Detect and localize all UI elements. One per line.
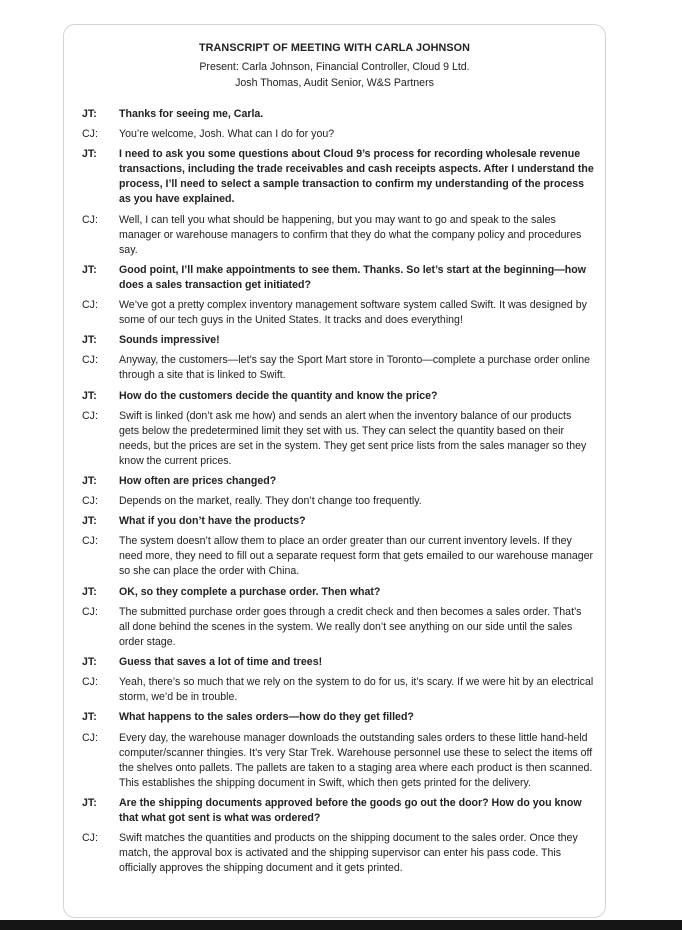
speaker-label: JT: <box>82 108 97 120</box>
entry-text: Well, I can tell you what should be happening, but you may want to go and speak to the sales manager or warehouse managers to confirm that they do what the company policy and procedures say. <box>119 213 582 256</box>
speaker-label: JT: <box>82 711 97 724</box>
speaker-label: JT: <box>82 515 97 528</box>
entry-text: Good point, I’ll make appointments to see them. Thanks. So let’s start at the beginning—how does a sales transaction get initiated? <box>119 263 586 291</box>
speaker-label: JT: <box>82 585 97 598</box>
transcript-entry <box>82 333 594 348</box>
document-title: TRANSCRIPT OF MEETING WITH CARLA JOHNSON <box>198 42 471 54</box>
bottom-edge-bar <box>0 920 682 930</box>
entry-text: Guess that saves a lot of time and trees! <box>119 656 323 668</box>
transcript-entry <box>82 298 594 328</box>
transcript-entry <box>82 514 594 529</box>
transcript-entry <box>82 389 594 404</box>
entry-text: Every day, the warehouse manager downloads the outstanding sales orders to these little hand-held computer/scanner thingies. It’s very Star Trek. Warehouse personnel use these to select the items off the shelves onto pallets. The pallets are taken to a staging area where each product is then scanned. This establishes the shipping document in Swift, which then gets printed for the delivery. <box>119 731 593 789</box>
transcript-card <box>63 24 606 918</box>
entry-text: Thanks for seeing me, Carla. <box>119 108 264 120</box>
transcript-entry <box>82 796 594 826</box>
speaker-label: CJ: <box>82 128 98 141</box>
speaker-label: CJ: <box>82 495 98 508</box>
transcript-entry <box>82 263 594 293</box>
entry-text: I need to ask you some questions about Cloud 9’s process for recording wholesale revenue transactions, including the trade receivables and cash receipts aspects. After I understand the process, I’ll need to select a sample transaction to confirm my understanding of the process as you have explained. <box>119 148 594 206</box>
speaker-label: JT: <box>82 796 97 809</box>
transcript-entry <box>82 147 594 207</box>
speaker-label: JT: <box>82 656 97 668</box>
entry-text: Are the shipping documents approved before the goods go out the door? How do you know that what got sent is what was ordered? <box>119 796 582 824</box>
transcript-entry <box>82 494 594 509</box>
entry-text: Yeah, there’s so much that we rely on the system to do for us, it’s scary. If we were hit by an electrical storm, we’d be in trouble. <box>119 676 594 704</box>
document-header <box>64 40 605 91</box>
speaker-label: CJ: <box>82 535 98 548</box>
speaker-label: CJ: <box>82 831 98 844</box>
speaker-label: CJ: <box>82 409 98 422</box>
entry-text: Depends on the market, really. They don’t change too frequently. <box>119 495 422 508</box>
entry-text: Swift matches the quantities and products on the shipping document to the sales order. Once they match, the approval box is activated and the shipping supervisor can enter his pass code. This officially approves the shipping document and it gets printed. <box>119 831 578 874</box>
transcript-entry <box>82 605 594 650</box>
transcript-entry <box>82 585 594 600</box>
present-line-1: Present: Carla Johnson, Financial Controller, Cloud 9 Ltd. <box>199 61 470 73</box>
speaker-label: CJ: <box>82 213 98 226</box>
entry-text: What if you don’t have the products? <box>119 515 306 528</box>
entry-text: How often are prices changed? <box>119 474 277 487</box>
entry-text: You’re welcome, Josh. What can I do for you? <box>119 128 335 141</box>
speaker-label: JT: <box>82 334 97 347</box>
entry-text: How do the customers decide the quantity and know the price? <box>119 389 438 402</box>
transcript-entry <box>82 474 594 489</box>
transcript-entry <box>82 655 594 670</box>
speaker-label: JT: <box>82 389 97 402</box>
transcript-entry <box>82 710 594 725</box>
entry-text: Swift is linked (don’t ask me how) and sends an alert when the inventory balance of our products gets below the predetermined limit they set with us. They can select the quantity based on their needs, but the prices are set in the system. They get sent price lists from the sales manager so they know the current prices. <box>119 409 587 467</box>
transcript-entry <box>82 675 594 705</box>
speaker-label: CJ: <box>82 298 98 311</box>
transcript-entry <box>82 353 594 383</box>
transcript-entry <box>82 127 594 142</box>
speaker-label: JT: <box>82 474 97 487</box>
entry-text: We’ve got a pretty complex inventory management software system called Swift. It was designed by some of our tech guys in the United States. It tracks and does everything! <box>119 298 587 326</box>
transcript-entry <box>82 731 594 791</box>
speaker-label: CJ: <box>82 605 98 618</box>
transcript-body <box>82 107 594 881</box>
speaker-label: JT: <box>82 263 97 276</box>
entry-text: Sounds impressive! <box>119 334 220 347</box>
speaker-label: CJ: <box>82 731 98 744</box>
transcript-entry <box>82 213 594 258</box>
present-line-2: Josh Thomas, Audit Senior, W&S Partners <box>235 76 434 89</box>
transcript-entry <box>82 534 594 579</box>
transcript-entry <box>82 409 594 469</box>
speaker-label: CJ: <box>82 676 98 689</box>
transcript-entry <box>82 107 594 122</box>
entry-text: The submitted purchase order goes through a credit check and then becomes a sales order. That’s all done behind the scenes in the system. We really don’t see anything on our side until the sales order stage. <box>119 605 582 648</box>
transcript-entry <box>82 831 594 876</box>
entry-text: The system doesn’t allow them to place an order greater than our current inventory levels. If they need more, they need to fill out a separate request form that gets emailed to our warehouse manager so she can place the order with China. <box>119 535 594 578</box>
entry-text: What happens to the sales orders—how do they get filled? <box>119 711 414 724</box>
entry-text: Anyway, the customers—let’s say the Sport Mart store in Toronto—complete a purchase order online through a site that is linked to Swift. <box>119 354 591 382</box>
speaker-label: JT: <box>82 148 97 161</box>
speaker-label: CJ: <box>82 354 98 367</box>
entry-text: OK, so they complete a purchase order. Then what? <box>119 585 381 598</box>
